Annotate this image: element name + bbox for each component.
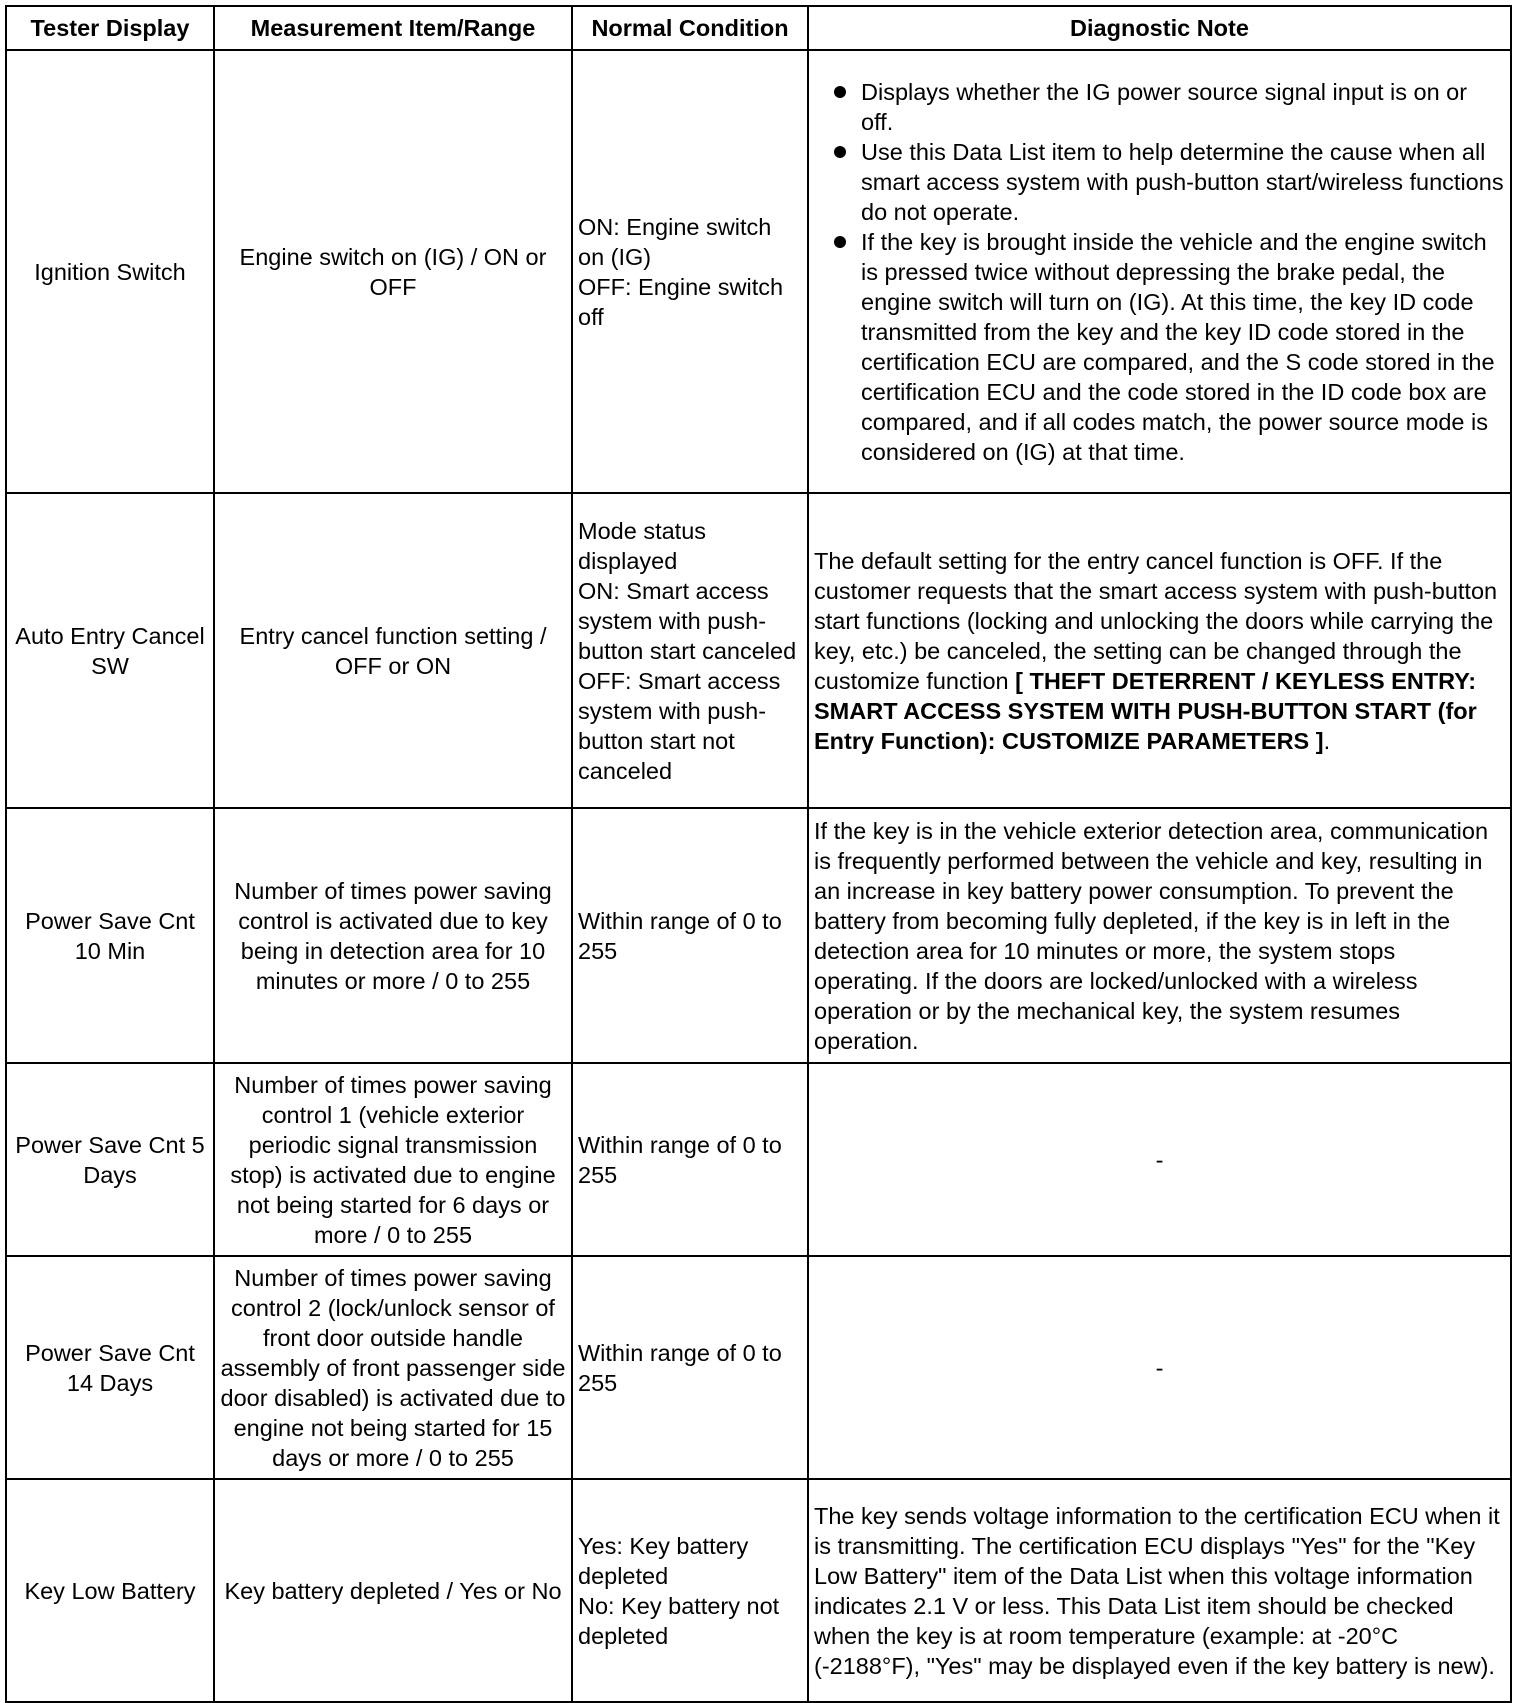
table-row	[6, 493, 1511, 808]
tester-display-cell: Ignition Switch	[6, 50, 214, 493]
normal-condition-cell	[572, 493, 808, 808]
measurement-cell: Engine switch on (IG) / ON or OFF	[214, 50, 572, 493]
table-row	[6, 50, 1511, 493]
diagnostic-note-cell: The key sends voltage information to the certification ECU when it is transmitting. The certification ECU displays "Yes" for the "Key Low Battery" item of the Data List when this voltage information indicates 2.1 V or less. This Data List item should be checked when the key is at room temperature (example: at -20°C (-2188°F), "Yes" may be displayed even if the key battery is new).	[808, 1479, 1511, 1702]
diagnostic-note-cell	[808, 50, 1511, 493]
table-row	[6, 1479, 1511, 1702]
note-tail: .	[1323, 727, 1331, 754]
measurement-cell: Number of times power saving control 1 (vehicle exterior periodic signal transmission stop) is activated due to engine not being started for 6 days or more / 0 to 255	[214, 1063, 572, 1256]
normal-condition-cell	[572, 50, 808, 493]
header-normal-condition: Normal Condition	[572, 6, 808, 50]
tester-display-cell: Auto Entry Cancel SW	[6, 493, 214, 808]
measurement-cell: Entry cancel function setting / OFF or ON	[214, 493, 572, 808]
measurement-cell: Key battery depleted / Yes or No	[214, 1479, 572, 1702]
diagnostic-note-cell: If the key is in the vehicle exterior detection area, communication is frequently performed between the vehicle and key, resulting in an increase in key battery power consumption. To prevent the battery from becoming fully depleted, if the key is in left in the detection area for 10 minutes or more, the system stops operating. If the doors are locked/unlocked with a wireless operation or by the mechanical key, the system resumes operation.	[808, 808, 1511, 1063]
header-tester-display: Tester Display	[6, 6, 214, 50]
diagnostic-note-cell: -	[808, 1063, 1511, 1256]
normal-condition-line: No: Key battery not depleted	[578, 1592, 780, 1649]
normal-condition-cell	[572, 1479, 808, 1702]
normal-condition-line: Mode status displayed	[578, 517, 707, 574]
table-row	[6, 1256, 1511, 1479]
tester-display-cell: Power Save Cnt 14 Days	[6, 1256, 214, 1479]
note-bullet-list	[814, 77, 1505, 467]
tester-display-cell: Key Low Battery	[6, 1479, 214, 1702]
tester-display-cell: Power Save Cnt 5 Days	[6, 1063, 214, 1256]
normal-condition-line: Yes: Key battery depleted	[578, 1532, 749, 1589]
table-row	[6, 1063, 1511, 1256]
note-bullet-item: Displays whether the IG power source signal input is on or off.	[814, 77, 1505, 137]
header-diagnostic-note: Diagnostic Note	[808, 6, 1511, 50]
customize-parameters-link[interactable]: [ THEFT DETERRENT / KEYLESS ENTRY: SMART ACCESS SYSTEM WITH PUSH-BUTTON START (for Entry Function): CUSTOMIZE PARAMETERS ]	[814, 667, 1477, 754]
normal-condition-cell: Within range of 0 to 255	[572, 1063, 808, 1256]
data-list-table	[5, 5, 1512, 1703]
normal-condition-line: OFF: Smart access system with push-button start not canceled	[578, 667, 781, 784]
normal-condition-cell: Within range of 0 to 255	[572, 1256, 808, 1479]
table-row	[6, 808, 1511, 1063]
header-measurement: Measurement Item/Range	[214, 6, 572, 50]
note-bullet-item: If the key is brought inside the vehicle and the engine switch is pressed twice without depressing the brake pedal, the engine switch will turn on (IG). At this time, the key ID code transmitted from the key and the key ID code stored in the certification ECU are compared, and the S code stored in the certification ECU and the code stored in the ID code box are compared, and if all codes match, the power source mode is considered on (IG) at that time.	[814, 227, 1505, 467]
header-row	[6, 6, 1511, 50]
diagnostic-note-cell: -	[808, 1256, 1511, 1479]
normal-condition-cell: Within range of 0 to 255	[572, 808, 808, 1063]
normal-condition-line: ON: Smart access system with push-button start canceled	[578, 577, 797, 664]
normal-condition-line: OFF: Engine switch off	[578, 273, 784, 330]
normal-condition-line: ON: Engine switch on (IG)	[578, 213, 772, 270]
note-text: The default setting for the entry cancel function is OFF. If the customer requests that the smart access system with push-button start functions (locking and unlocking the doors while carrying the key, etc.) be canceled, the setting can be changed through the customize function	[814, 547, 1498, 694]
measurement-cell: Number of times power saving control is activated due to key being in detection area for 10 minutes or more / 0 to 255	[214, 808, 572, 1063]
note-bullet-item: Use this Data List item to help determine the cause when all smart access system with push-button start/wireless functions do not operate.	[814, 137, 1505, 227]
diagnostic-note-cell	[808, 493, 1511, 808]
measurement-cell: Number of times power saving control 2 (lock/unlock sensor of front door outside handle assembly of front passenger side door disabled) is activated due to engine not being started for 15 days or more / 0 to 255	[214, 1256, 572, 1479]
tester-display-cell: Power Save Cnt 10 Min	[6, 808, 214, 1063]
